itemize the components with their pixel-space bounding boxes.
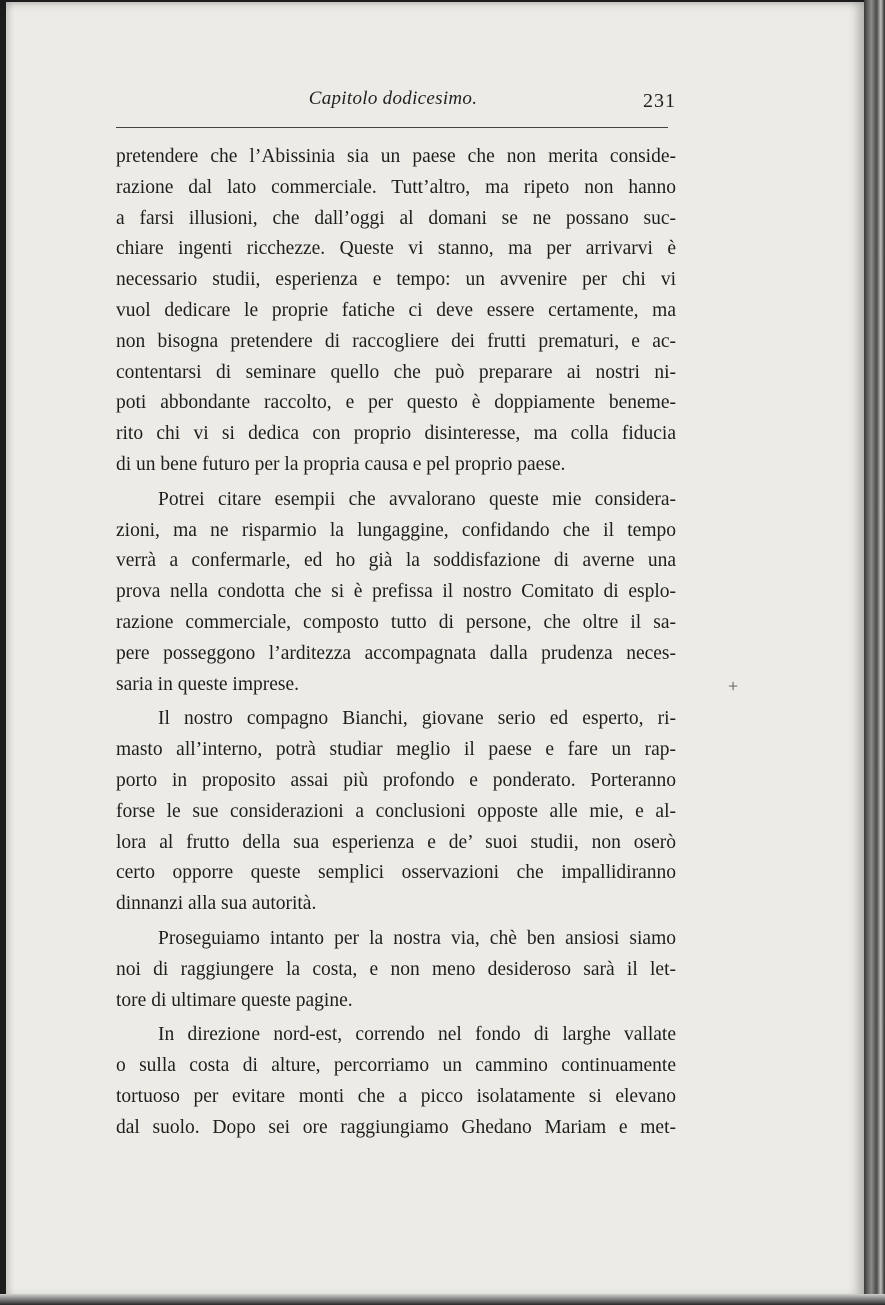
- text-line: lora al frutto della sua esperienza e de’ suoi studii, non oserò: [116, 831, 676, 853]
- text-line: poti abbondante raccolto, e per questo è doppiamente beneme-: [116, 392, 676, 414]
- page-header: [110, 88, 676, 122]
- text-line: forse le sue considerazioni a conclusioni opposte alle mie, e al-: [116, 800, 676, 822]
- text-line: certo opporre queste semplici osservazioni che impallidiranno: [116, 862, 676, 884]
- text-line: dal suolo. Dopo sei ore raggiungiamo Ghedano Mariam e met-: [116, 1116, 676, 1138]
- page-number: 231: [643, 90, 676, 112]
- text-line: vuol dedicare le proprie fatiche ci deve essere certamente, ma: [116, 299, 676, 321]
- paragraph: [116, 1020, 676, 1143]
- text-line: pere posseggono l’arditezza accompagnata dalla prudenza neces-: [116, 642, 676, 664]
- page-bottom-edge: [0, 1294, 885, 1305]
- text-line: pretendere che l’Abissinia sia un paese che non merita conside-: [116, 146, 676, 167]
- paragraph: [116, 142, 676, 481]
- text-line: saria in queste imprese.: [116, 673, 300, 695]
- header-rule: [116, 127, 668, 128]
- text-line: chiare ingenti ricchezze. Queste vi stanno, ma per arrivarvi è: [116, 238, 676, 260]
- text-line: razione commerciale, composto tutto di persone, che oltre il sa-: [116, 611, 676, 633]
- text-line: a farsi illusioni, che dall’oggi al domani se ne possano suc-: [116, 207, 676, 229]
- paragraph: [116, 704, 676, 920]
- paragraph: [116, 485, 676, 701]
- page-stack-edge: [864, 0, 885, 1305]
- text-line: dinnanzi alla sua autorità.: [116, 893, 317, 915]
- text-line: rito chi vi si dedica con proprio disinteresse, ma colla fiducia: [116, 423, 676, 445]
- body-text: [116, 142, 676, 1144]
- text-line: masto all’interno, potrà studiar meglio il paese e fare un rap-: [116, 739, 676, 761]
- running-title: Capitolo dodicesimo.: [308, 88, 478, 109]
- text-line: Il nostro compagno Bianchi, giovane serio ed esperto, ri-: [158, 708, 676, 730]
- paragraph: [116, 924, 676, 1016]
- text-line: In direzione nord-est, correndo nel fondo di larghe vallate: [158, 1024, 676, 1046]
- text-line: tortuoso per evitare monti che a picco isolatamente si elevano: [116, 1085, 676, 1107]
- text-line: noi di raggiungere la costa, e non meno desideroso sarà il let-: [116, 958, 676, 980]
- margin-mark: +: [728, 676, 739, 696]
- text-line: non bisogna pretendere di raccogliere dei frutti prematuri, e ac-: [116, 330, 676, 352]
- text-line: di un bene futuro per la propria causa e pel proprio paese.: [116, 453, 566, 475]
- text-line: contentarsi di seminare quello che può preparare ai nostri ni-: [116, 361, 676, 383]
- text-line: razione dal lato commerciale. Tutt’altro, ma ripeto non hanno: [116, 176, 676, 198]
- text-line: Potrei citare esempii che avvalorano queste mie considera-: [158, 488, 676, 510]
- text-line: Proseguiamo intanto per la nostra via, chè ben ansiosi siamo: [158, 927, 676, 949]
- text-line: zioni, ma ne risparmio la lungaggine, confidando che il tempo: [116, 519, 676, 541]
- text-line: tore di ultimare queste pagine.: [116, 989, 353, 1011]
- text-line: necessario studii, esperienza e tempo: un avvenire per chi vi: [116, 269, 676, 291]
- text-line: o sulla costa di alture, percorriamo un cammino continuamente: [116, 1055, 676, 1077]
- text-line: prova nella condotta che si è prefissa il nostro Comitato di esplo-: [116, 581, 676, 603]
- text-line: verrà a confermarle, ed ho già la soddisfazione di averne una: [116, 550, 676, 572]
- text-line: porto in proposito assai più profondo e ponderato. Porteranno: [116, 769, 676, 791]
